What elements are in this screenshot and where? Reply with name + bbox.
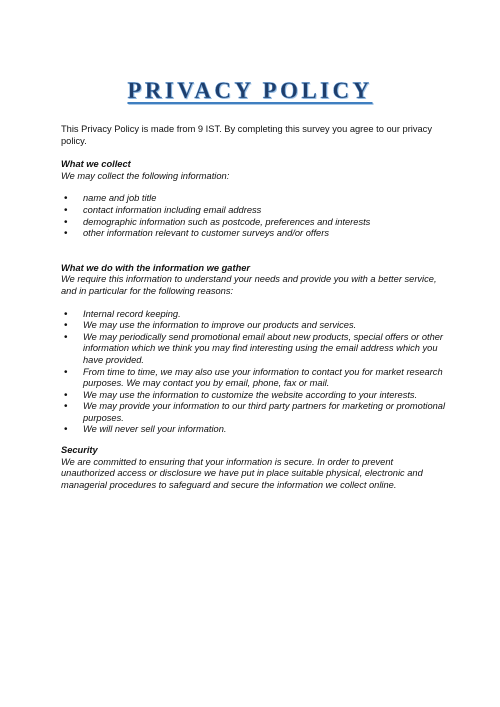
- list-item: • demographic information such as postcode, preferences and interests: [61, 217, 446, 229]
- list-item: • From time to time, we may also use your information to contact you for market research purposes. We may contact you by email, phone, fax or mail.: [61, 367, 446, 390]
- intro-paragraph: This Privacy Policy is made from 9 IST. By completing this survey you agree to our privacy policy.: [61, 124, 432, 146]
- list-item: • other information relevant to customer surveys and/or offers: [61, 228, 446, 240]
- section-heading-what-we-collect: What we collect: [61, 159, 131, 170]
- section-text-security: We are committed to ensuring that your information is secure. In order to prevent unauthorized access or disclosure we have put in place suitable physical, electronic and managerial procedures to safeguard and secure the information we collect online.: [61, 456, 423, 490]
- list-item: • We may provide your information to our third party partners for marketing or promotional purposes.: [61, 401, 446, 424]
- list-item: • Internal record keeping.: [61, 309, 446, 321]
- section-text-what-we-do: We require this information to understand your needs and provide you with a better service, and in particular for the following reasons:: [61, 274, 437, 296]
- section-heading-what-we-do: What we do with the information we gather: [61, 262, 251, 273]
- page-title: PRIVACY POLICY: [127, 78, 373, 103]
- list-item: • We may use the information to customize the website according to your interests.: [61, 390, 446, 402]
- list-item: • We may periodically send promotional email about new products, special offers or other information which we think you may find interesting using the email address which you have provided.: [61, 332, 446, 367]
- list-item: • name and job title: [61, 193, 446, 205]
- usage-list: [61, 309, 446, 437]
- collect-list: [61, 193, 446, 239]
- section-heading-security: Security: [61, 445, 98, 456]
- document-body: [61, 124, 446, 491]
- list-item: • We may use the information to improve our products and services.: [61, 320, 446, 332]
- list-item: • contact information including email address: [61, 205, 446, 217]
- list-item: • We will never sell your information.: [61, 424, 446, 436]
- section-text-what-we-collect: We may collect the following information:: [61, 170, 230, 181]
